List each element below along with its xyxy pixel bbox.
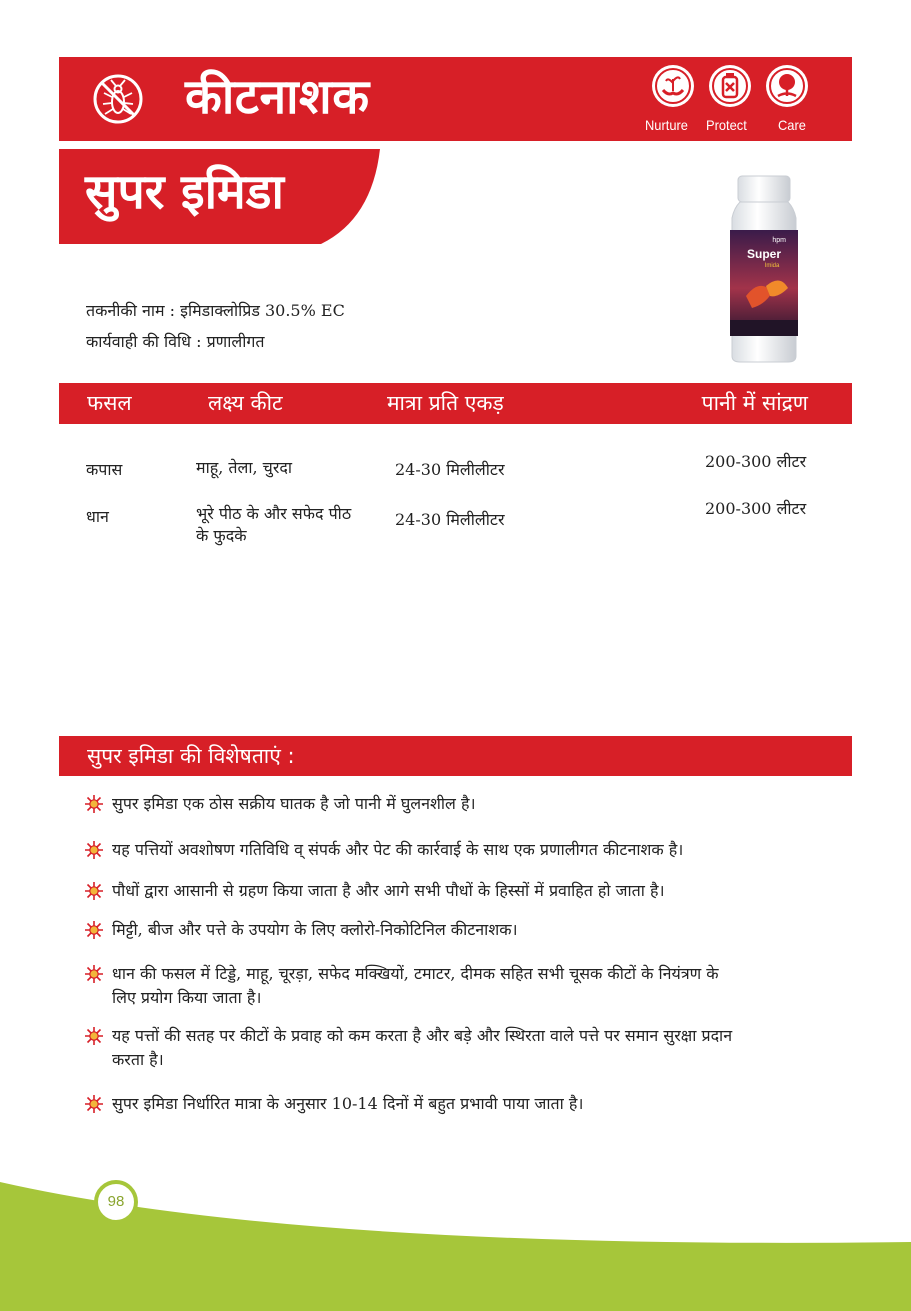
feature-text: पौधों द्वारा आसानी से ग्रहण किया जाता है और आगे सभी पौधों के हिस्सों में प्रवाहित हो जाता है।	[112, 881, 665, 900]
header-water-dilution: पानी में सांद्रण	[701, 391, 808, 415]
nurture-hands-icon	[650, 63, 696, 109]
row-dose: 24-30 मिलीलीटर	[395, 460, 505, 479]
category-title: कीटनाशक	[185, 69, 370, 125]
sun-bullet-icon	[84, 840, 104, 860]
row-crop: धान	[86, 507, 109, 526]
product-title: सुपर इमिडा	[85, 164, 284, 220]
header-crop: फसल	[87, 391, 132, 415]
brand-badges	[645, 63, 810, 137]
row-pest: भूरे पीठ के और सफेद पीठ के फुदके	[196, 504, 352, 545]
row-water: 200-300 लीटर	[705, 499, 807, 518]
row-crop: कपास	[86, 460, 123, 479]
sun-bullet-icon	[84, 1026, 104, 1046]
sun-bullet-icon	[84, 1094, 104, 1114]
header-target-pest: लक्ष्य कीट	[208, 391, 283, 415]
sun-bullet-icon	[84, 964, 104, 984]
list-item	[84, 792, 784, 816]
sun-bullet-icon	[84, 794, 104, 814]
no-insect-icon	[92, 73, 144, 125]
sun-bullet-icon	[84, 920, 104, 940]
protect-bottle-icon	[707, 63, 753, 109]
footer-wave	[0, 1170, 911, 1311]
feature-text: मिट्टी, बीज और पत्ते के उपयोग के लिए क्लोरो-निकोटिनिल कीटनाशक।	[112, 920, 518, 939]
list-item	[84, 918, 784, 942]
feature-text: धान की फसल में टिड्डे, माहू, चूरड़ा, सफेद मक्खियों, टमाटर, दीमक सहित सभी चूसक कीटों के नियंत्रण के लिए प्रयोग किया जाता है।	[112, 964, 719, 1007]
dosage-table-header	[59, 383, 852, 424]
list-item	[84, 962, 744, 1010]
page-number: 98	[94, 1180, 138, 1224]
header-dose-per-acre: मात्रा प्रति एकड़	[387, 391, 504, 415]
bottle-brand: hpm	[772, 237, 786, 244]
features-title: सुपर इमिडा की विशेषताएं :	[87, 744, 295, 768]
bottle-sub: Imida	[764, 263, 780, 269]
list-item	[84, 1092, 784, 1116]
technical-name: तकनीकी नाम : इमिडाक्लोप्रिड 30.5% EC	[86, 301, 345, 320]
mode-of-action: कार्यवाही की विधि : प्रणालीगत	[86, 332, 265, 351]
row-pest: माहू, तेला, चुरदा	[196, 458, 293, 477]
product-bottle-image	[726, 174, 802, 364]
care-tree-icon	[764, 63, 810, 109]
list-item	[84, 838, 784, 862]
badge-nurture: Nurture	[645, 117, 688, 133]
row-water: 200-300 लीटर	[705, 452, 807, 471]
list-item	[84, 1024, 744, 1072]
feature-text: सुपर इमिडा निर्धारित मात्रा के अनुसार 10-14 दिनों में बहुत प्रभावी पाया जाता है।	[112, 1094, 584, 1113]
category-header	[59, 57, 852, 141]
features-header	[59, 736, 852, 776]
bottle-name: Super	[746, 247, 782, 261]
list-item	[84, 879, 784, 903]
feature-text: यह पत्तियों अवशोषण गतिविधि व् संपर्क और पेट की कार्रवाई के साथ एक प्रणालीगत कीटनाशक है।	[112, 840, 684, 859]
badge-protect: Protect	[706, 117, 747, 133]
badge-care: Care	[778, 117, 806, 133]
feature-text: यह पत्तों की सतह पर कीटों के प्रवाह को कम करता है और बड़े और स्थिरता वाले पत्ते पर समान सुरक्षा प्रदान करता है।	[112, 1026, 733, 1069]
row-dose: 24-30 मिलीलीटर	[395, 510, 505, 529]
sun-bullet-icon	[84, 881, 104, 901]
feature-text: सुपर इमिडा एक ठोस सक्रीय घातक है जो पानी में घुलनशील है।	[112, 794, 476, 813]
